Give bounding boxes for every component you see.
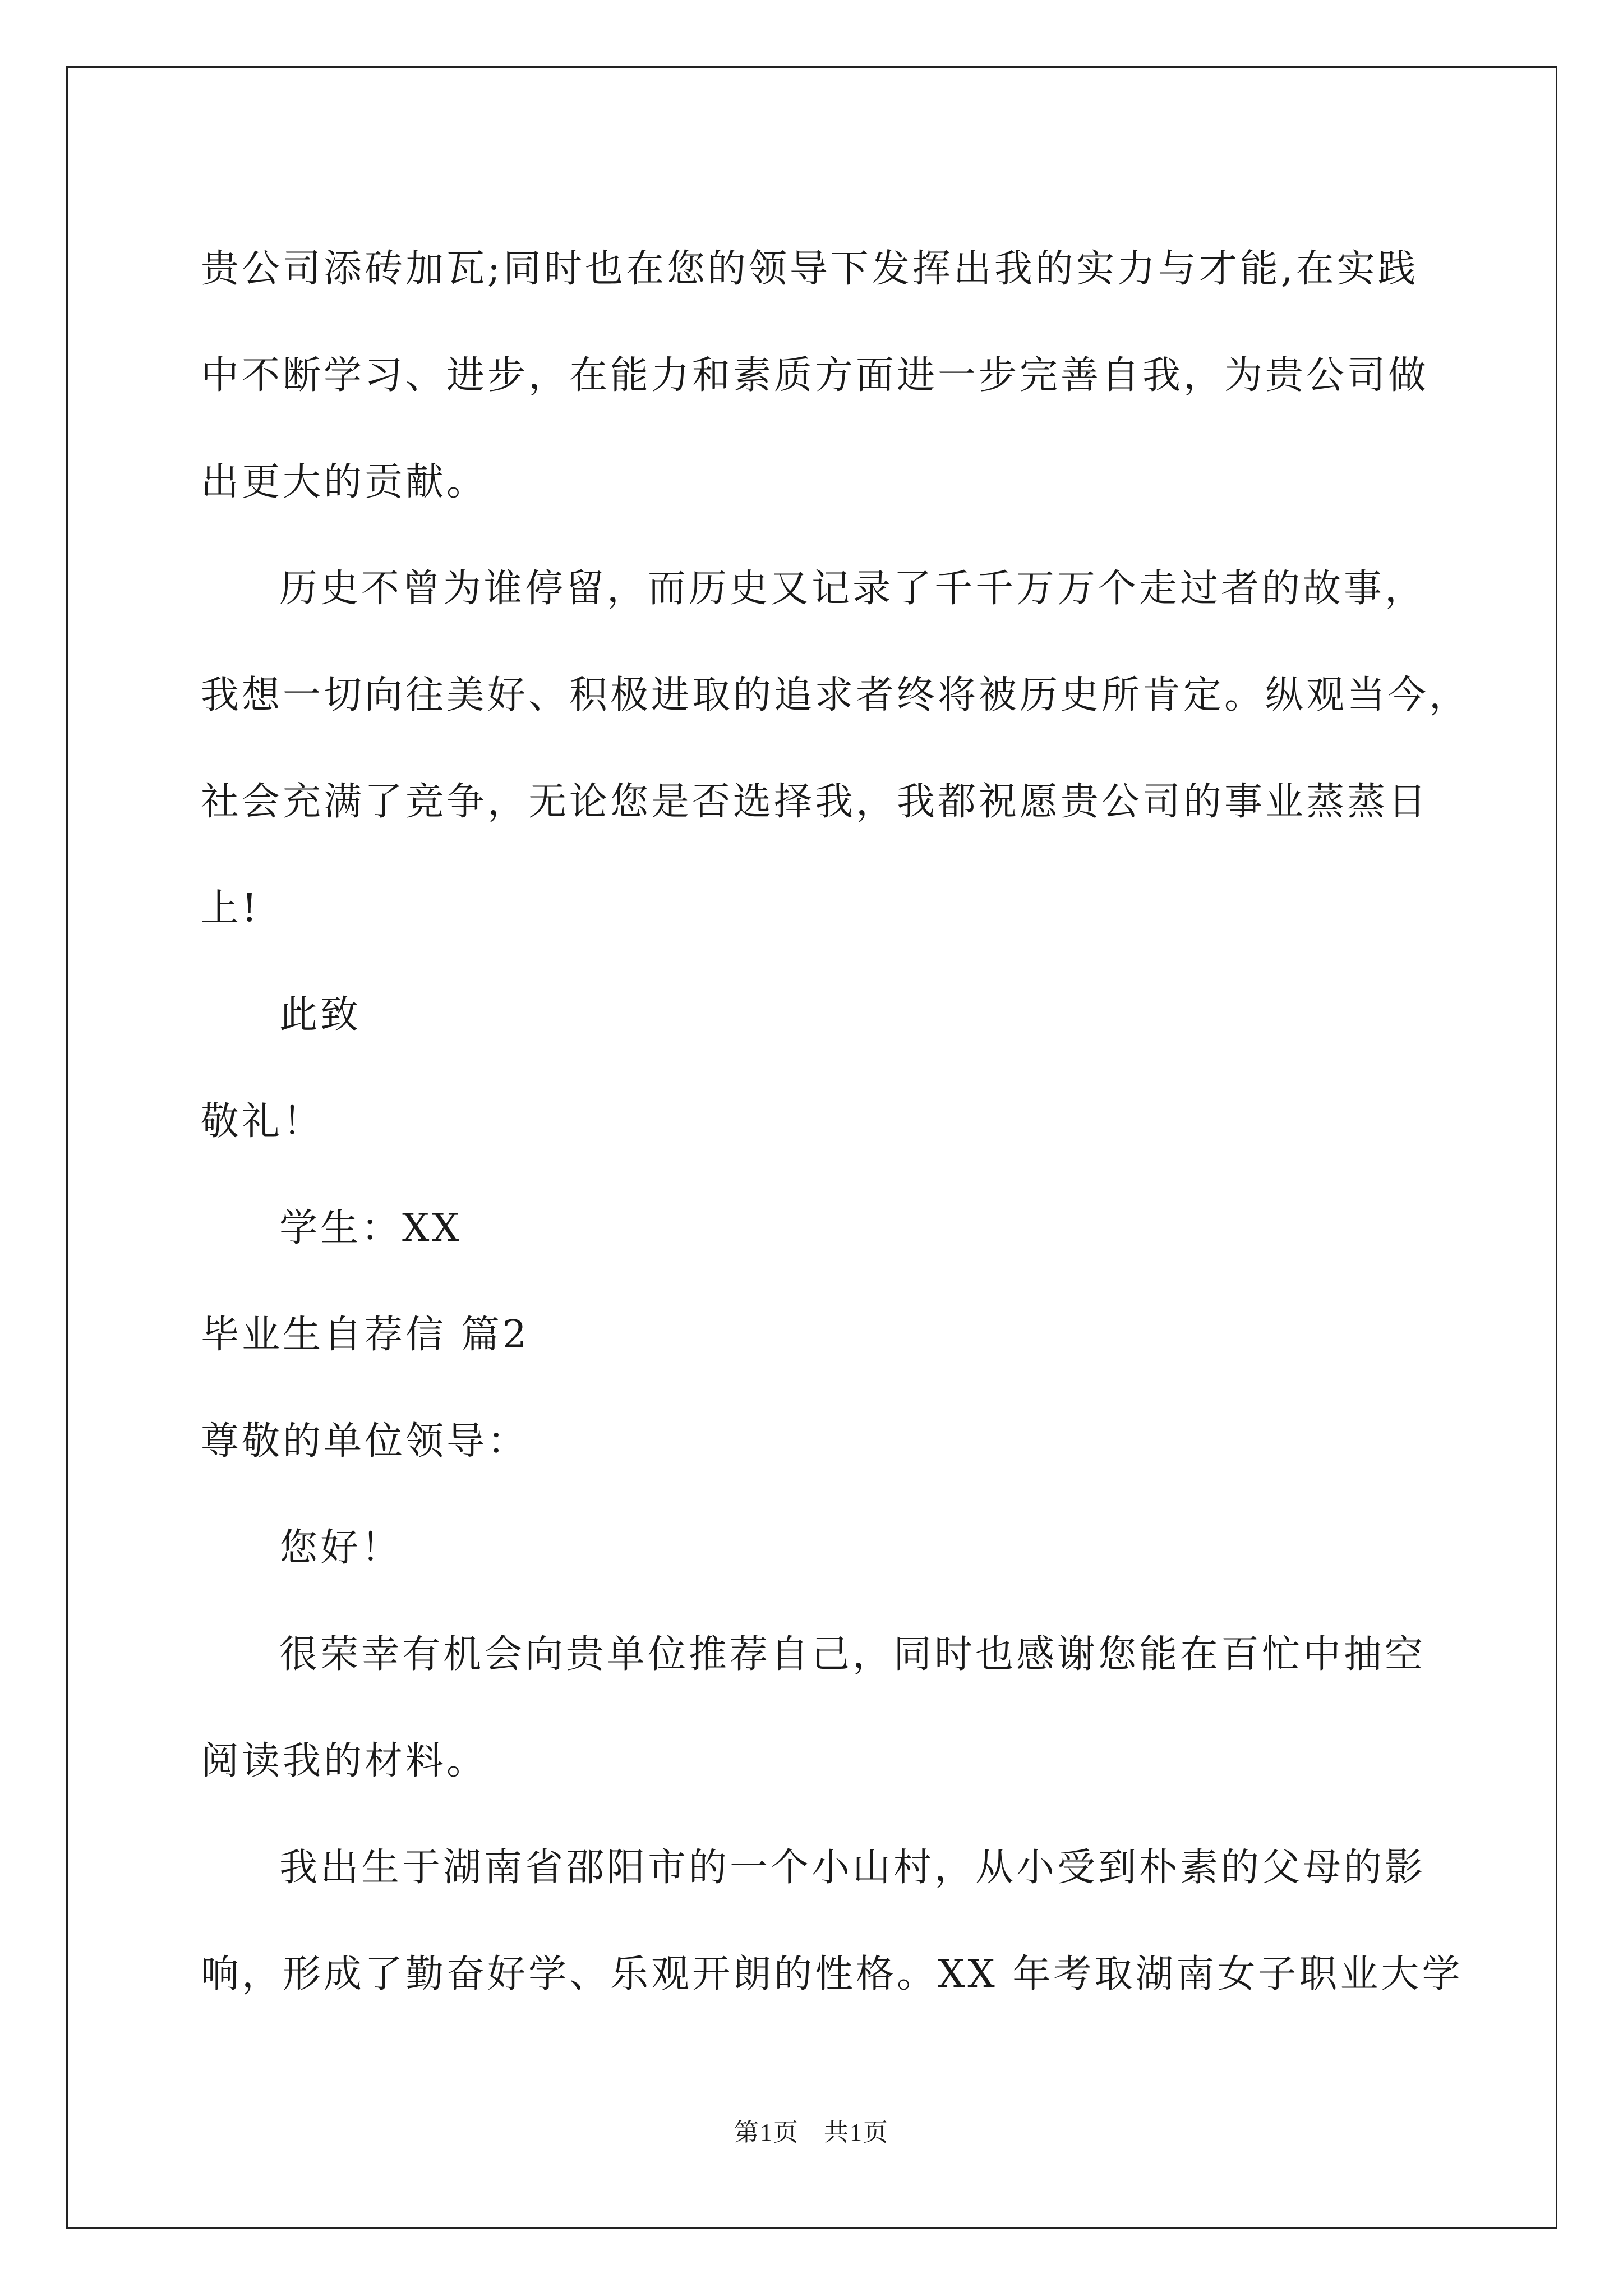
- letter-body: [201, 216, 1470, 2028]
- text-line-17: 响，形成了勤奋好学、乐观开朗的性格。XX 年考取湖南女子职业大学: [201, 1952, 1463, 1996]
- text-line-16: 我出生于湖南省邵阳市的一个小山村，从小受到朴素的父母的影: [279, 1846, 1426, 1890]
- text-line-14: 很荣幸有机会向贵单位推荐自己，同时也感谢您能在百忙中抽空: [279, 1632, 1426, 1677]
- page-total: 共1页: [824, 2119, 889, 2146]
- text-line-3: 出更大的贡献。: [201, 460, 488, 504]
- page-number: 第1页: [734, 2119, 799, 2146]
- signature-line: 学生：XX: [279, 1206, 462, 1250]
- text-line-1: 贵公司添砖加瓦;同时也在您的领导下发挥出我的实力与才能,在实践: [201, 247, 1419, 291]
- greeting-hello: 您好！: [279, 1526, 403, 1570]
- page-footer: [0, 2112, 1623, 2148]
- text-line-6: 社会充满了竞争，无论您是否选择我，我都祝愿贵公司的事业蒸蒸日: [201, 780, 1430, 824]
- closing-salutation: 此致: [279, 993, 362, 1037]
- section-heading: 毕业生自荐信 篇2: [201, 1313, 529, 1357]
- text-line-4: 历史不曾为谁停留，而历史又记录了千千万万个走过者的故事，: [279, 567, 1426, 611]
- closing-regards: 敬礼！: [201, 1099, 324, 1144]
- text-line-5: 我想一切向往美好、积极进取的追求者终将被历史所肯定。纵观当今，: [201, 673, 1470, 717]
- text-line-7: 上!: [201, 886, 260, 931]
- text-line-15: 阅读我的材料。: [201, 1739, 488, 1783]
- text-line-2: 中不断学习、进步，在能力和素质方面进一步完善自我，为贵公司做: [201, 353, 1430, 398]
- greeting-recipient: 尊敬的单位领导：: [201, 1419, 529, 1464]
